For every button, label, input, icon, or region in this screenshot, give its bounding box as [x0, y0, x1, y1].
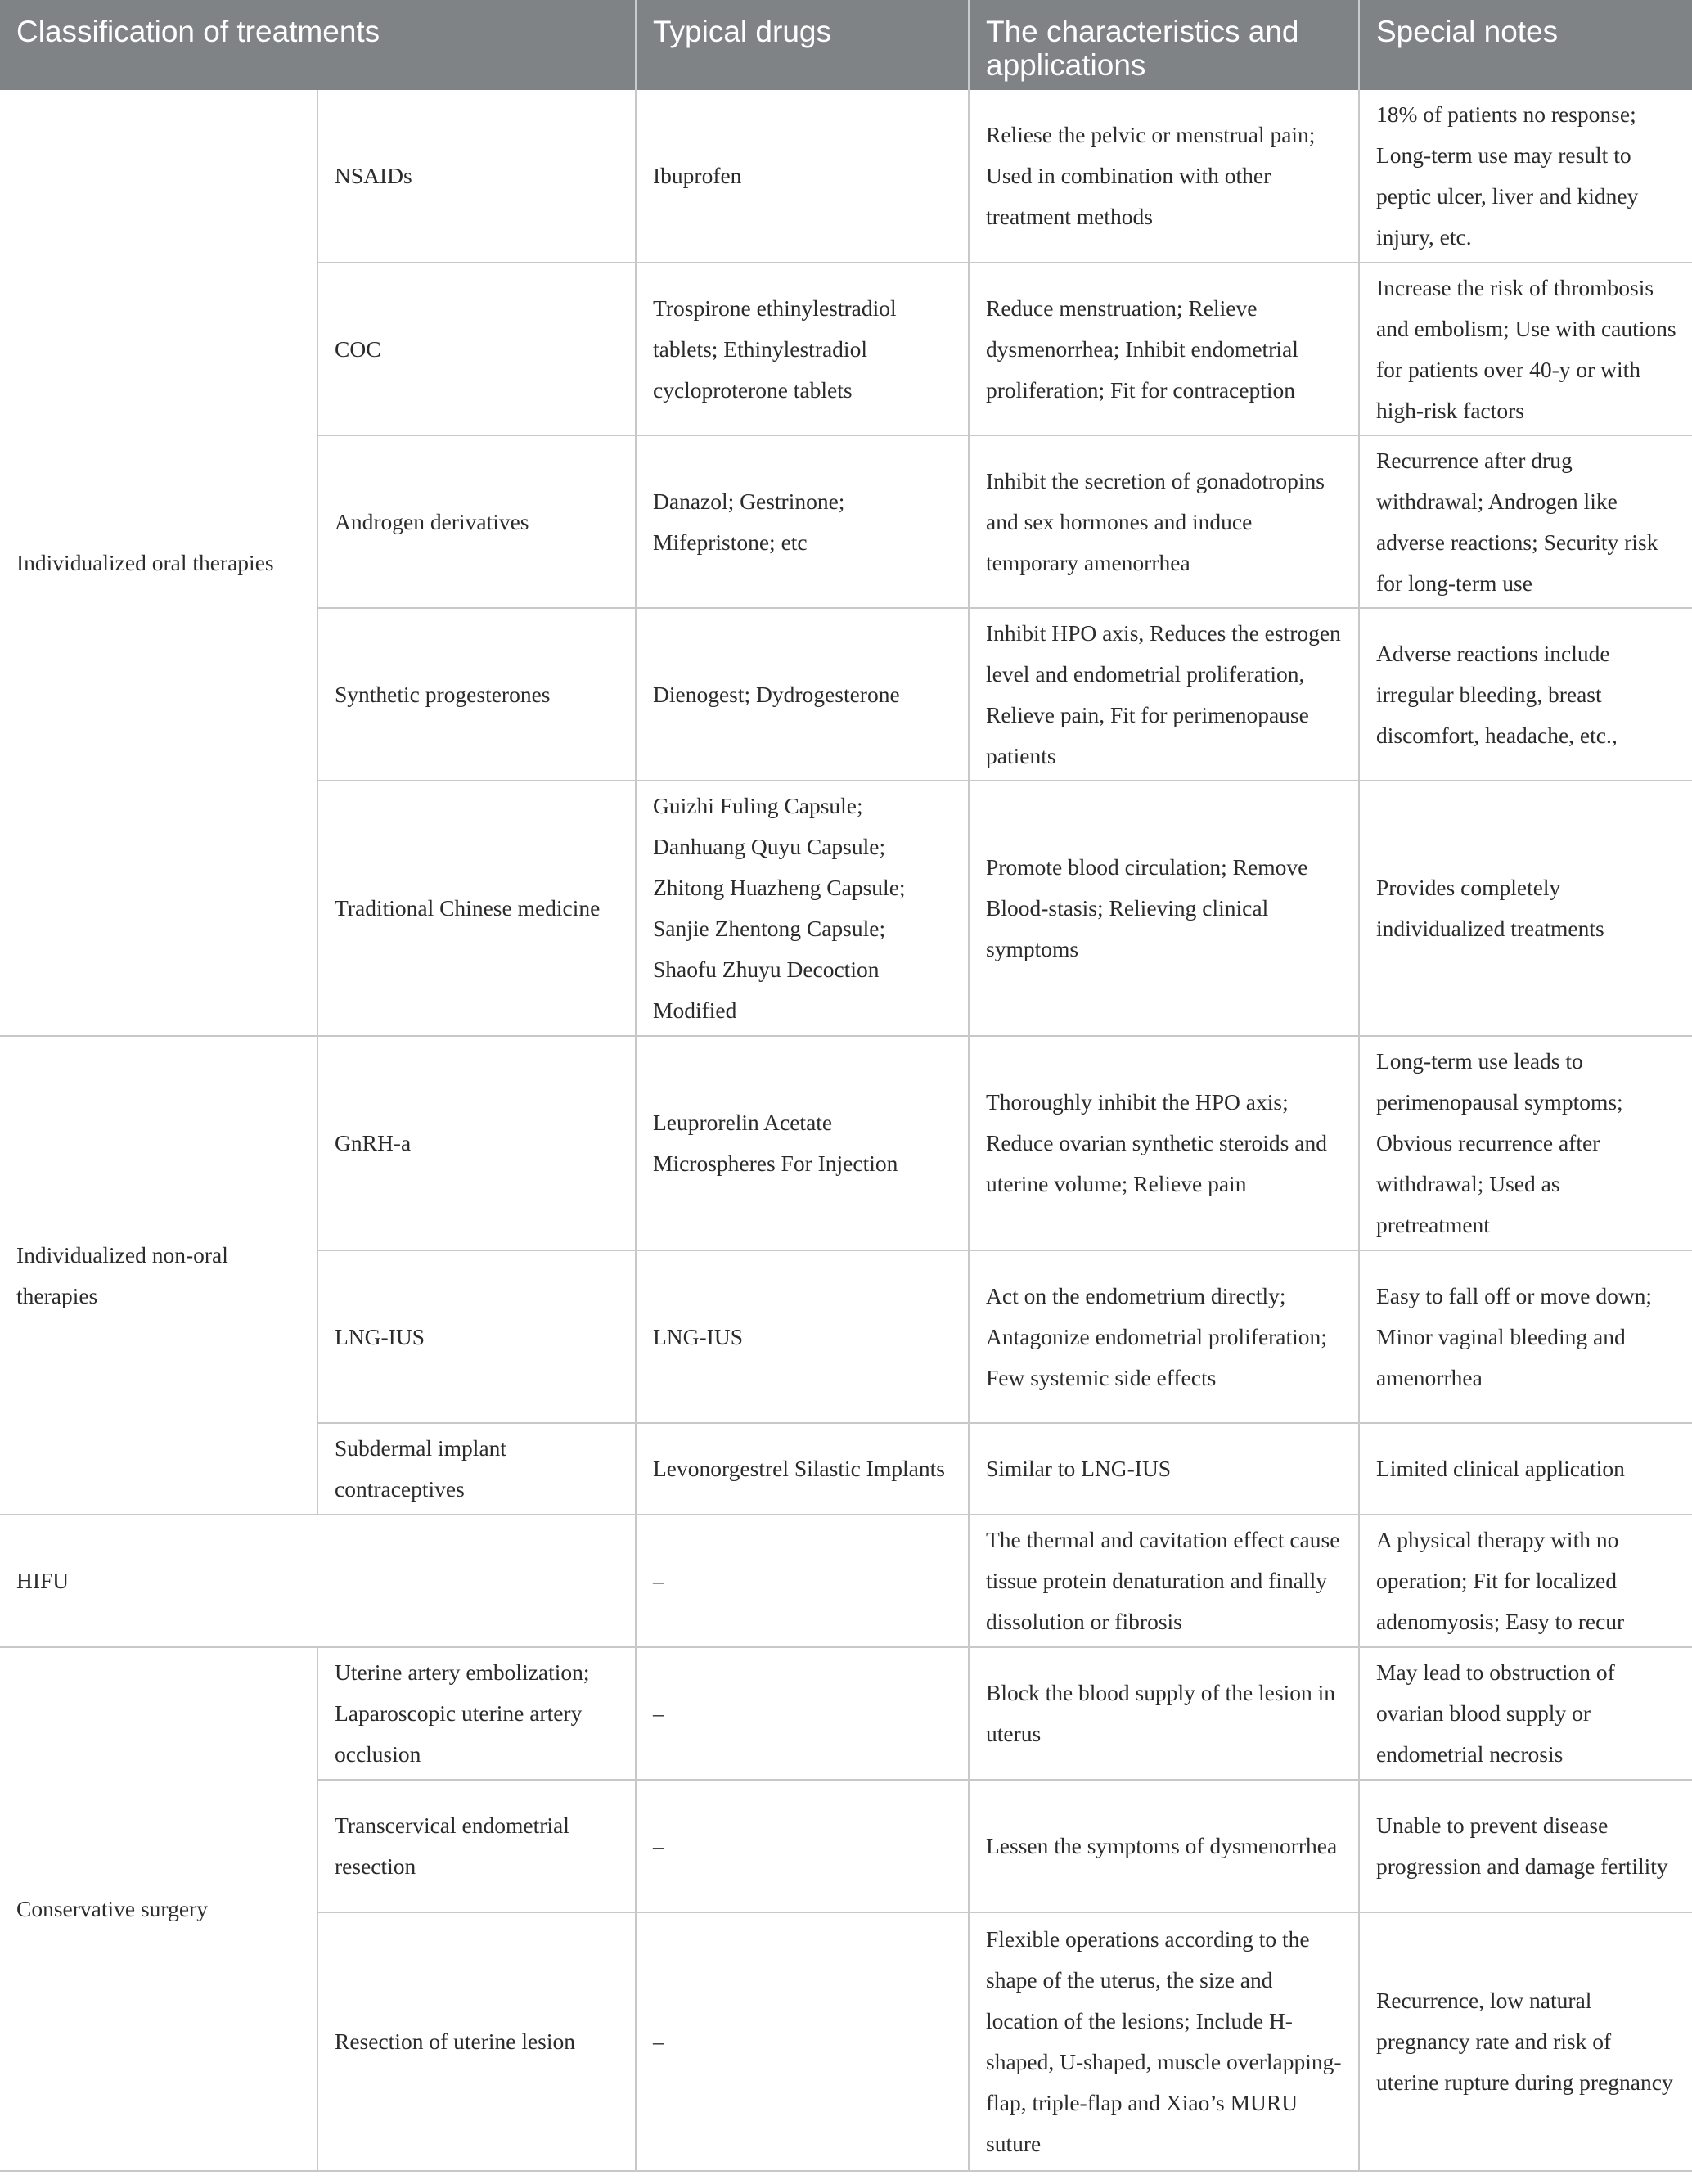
characteristics-cell: Lessen the symptoms of dysmenorrhea: [969, 1780, 1359, 1912]
subcategory-cell: GnRH-a: [317, 1036, 636, 1250]
characteristics-cell: The thermal and cavitation effect cause tissue protein denaturation and finally dissolution or fibrosis: [969, 1515, 1359, 1647]
subcategory-cell: Androgen derivatives: [317, 435, 636, 608]
drugs-cell: Ibuprofen: [636, 90, 969, 263]
drugs-cell: –: [636, 1780, 969, 1912]
characteristics-cell: Block the blood supply of the lesion in uterus: [969, 1647, 1359, 1780]
subcategory-cell: Traditional Chinese medicine: [317, 781, 636, 1036]
drugs-cell: –: [636, 1647, 969, 1780]
header-typical-drugs: Typical drugs: [636, 0, 969, 90]
drugs-cell: Dienogest; Dydrogesterone: [636, 608, 969, 781]
notes-cell: Increase the risk of thrombosis and embolism; Use with cautions for patients over 40-y or with high-risk factors: [1359, 263, 1692, 435]
drugs-cell: Danazol; Gestrinone; Mifepristone; etc: [636, 435, 969, 608]
notes-cell: Provides completely individualized treatments: [1359, 781, 1692, 1036]
characteristics-cell: Flexible operations according to the shape of the uterus, the size and location of the lesions; Include H-shaped, U-shaped, muscle overlapping-flap, triple-flap and Xiao’s MURU suture: [969, 1912, 1359, 2171]
group-cell-hifu: HIFU: [0, 1515, 636, 1647]
subcategory-cell: Synthetic progesterones: [317, 608, 636, 781]
notes-cell: Unable to prevent disease progression and damage fertility: [1359, 1780, 1692, 1912]
characteristics-cell: Thoroughly inhibit the HPO axis; Reduce ovarian synthetic steroids and uterine volume; Relieve pain: [969, 1036, 1359, 1250]
header-special-notes: Special notes: [1359, 0, 1692, 90]
notes-cell: Recurrence after drug withdrawal; Androgen like adverse reactions; Security risk for long-term use: [1359, 435, 1692, 608]
table-row: [0, 1515, 1692, 1647]
drugs-cell: LNG-IUS: [636, 1250, 969, 1423]
characteristics-cell: Act on the endometrium directly; Antagonize endometrial proliferation; Few systemic side effects: [969, 1250, 1359, 1423]
header-classification: Classification of treatments: [0, 0, 636, 90]
subcategory-cell: LNG-IUS: [317, 1250, 636, 1423]
drugs-cell: –: [636, 1515, 969, 1647]
notes-cell: May lead to obstruction of ovarian blood supply or endometrial necrosis: [1359, 1647, 1692, 1780]
characteristics-cell: Inhibit HPO axis, Reduces the estrogen level and endometrial proliferation, Relieve pain, Fit for perimenopause patients: [969, 608, 1359, 781]
table-row: [0, 1036, 1692, 1250]
group-cell-non-oral: Individualized non-oral therapies: [0, 1036, 317, 1515]
characteristics-cell: Reliese the pelvic or menstrual pain; Used in combination with other treatment methods: [969, 90, 1359, 263]
characteristics-cell: Inhibit the secretion of gonadotropins and sex hormones and induce temporary amenorrhea: [969, 435, 1359, 608]
characteristics-cell: Reduce menstruation; Relieve dysmenorrhea; Inhibit endometrial proliferation; Fit for contraception: [969, 263, 1359, 435]
header-characteristics: The characteristics and applications: [969, 0, 1359, 90]
drugs-cell: –: [636, 1912, 969, 2171]
characteristics-cell: Similar to LNG-IUS: [969, 1423, 1359, 1515]
notes-cell: Limited clinical application: [1359, 1423, 1692, 1515]
drugs-cell: Leuprorelin Acetate Microspheres For Injection: [636, 1036, 969, 1250]
drugs-cell: Guizhi Fuling Capsule; Danhuang Quyu Capsule; Zhitong Huazheng Capsule; Sanjie Zhentong Capsule; Shaofu Zhuyu Decoction Modified: [636, 781, 969, 1036]
table-row: [0, 1647, 1692, 1780]
notes-cell: Recurrence, low natural pregnancy rate and risk of uterine rupture during pregnancy: [1359, 1912, 1692, 2171]
subcategory-cell: NSAIDs: [317, 90, 636, 263]
header-row: [0, 0, 1692, 90]
drugs-cell: Levonorgestrel Silastic Implants: [636, 1423, 969, 1515]
notes-cell: 18% of patients no response; Long-term use may result to peptic ulcer, liver and kidney injury, etc.: [1359, 90, 1692, 263]
subcategory-cell: Uterine artery embolization; Laparoscopic uterine artery occlusion: [317, 1647, 636, 1780]
characteristics-cell: Promote blood circulation; Remove Blood-stasis; Relieving clinical symptoms: [969, 781, 1359, 1036]
subcategory-cell: COC: [317, 263, 636, 435]
notes-cell: Adverse reactions include irregular bleeding, breast discomfort, headache, etc.,: [1359, 608, 1692, 781]
drugs-cell: Trospirone ethinylestradiol tablets; Ethinylestradiol cycloproterone tablets: [636, 263, 969, 435]
subcategory-cell: Resection of uterine lesion: [317, 1912, 636, 2171]
group-cell-surgery: Conservative surgery: [0, 1647, 317, 2171]
notes-cell: A physical therapy with no operation; Fit for localized adenomyosis; Easy to recur: [1359, 1515, 1692, 1647]
table-row: [0, 90, 1692, 263]
notes-cell: Long-term use leads to perimenopausal symptoms; Obvious recurrence after withdrawal; Used as pretreatment: [1359, 1036, 1692, 1250]
group-cell-oral: Individualized oral therapies: [0, 90, 317, 1036]
subcategory-cell: Subdermal implant contraceptives: [317, 1423, 636, 1515]
subcategory-cell: Transcervical endometrial resection: [317, 1780, 636, 1912]
notes-cell: Easy to fall off or move down; Minor vaginal bleeding and amenorrhea: [1359, 1250, 1692, 1423]
